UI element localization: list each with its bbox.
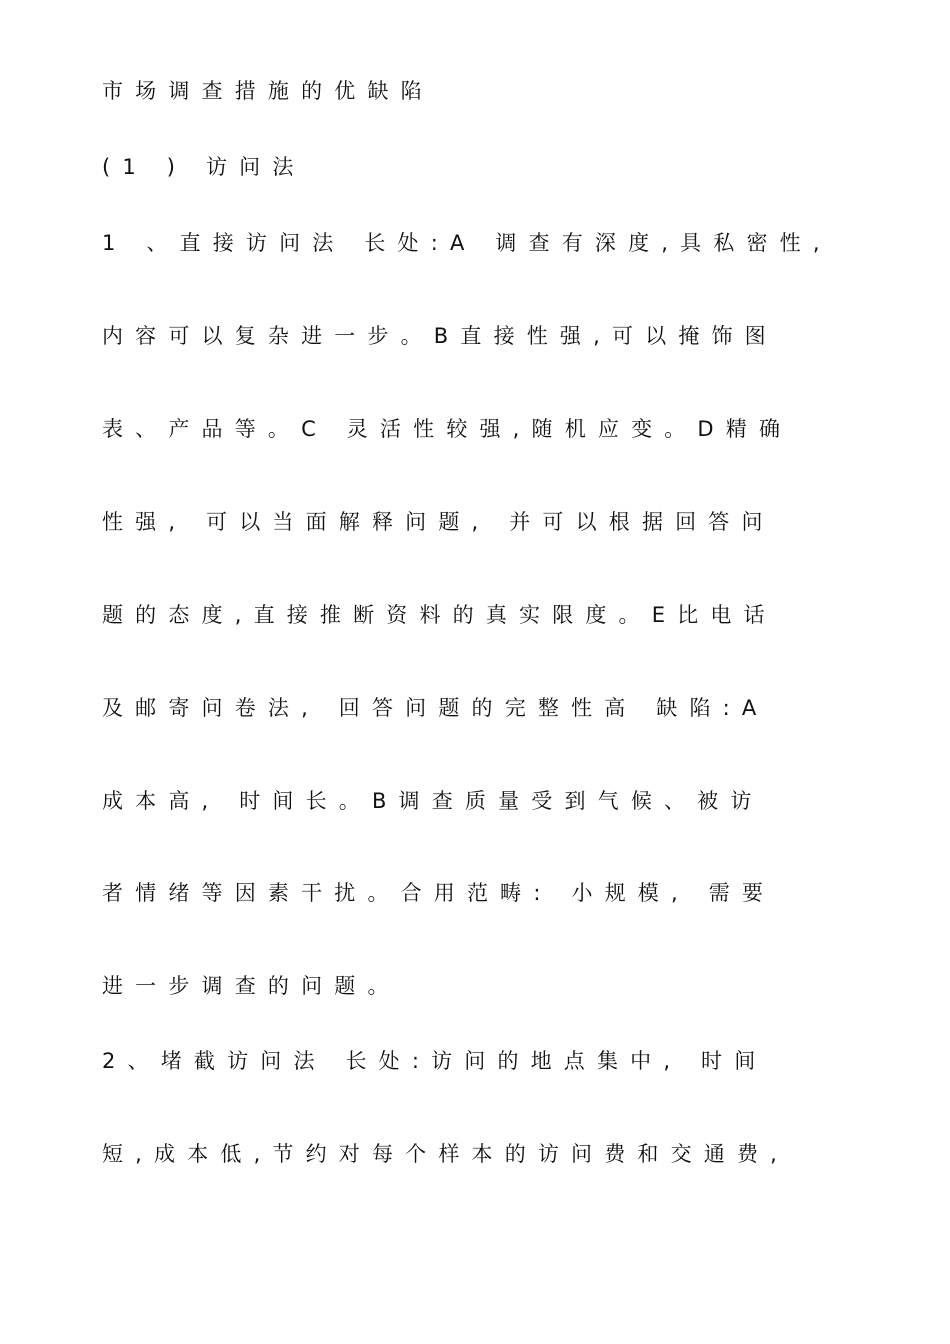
text-line: 及邮寄问卷法, 回答问题的完整性高 缺陷:A [102, 696, 769, 720]
text-line: 1 、直接访问法 长处:A 调查有深度,具私密性, [102, 231, 832, 255]
text-line: 2、堵截访问法 长处:访问的地点集中, 时间 [102, 1049, 768, 1073]
text-line: 进一步调查的问题。 [102, 974, 401, 998]
text-line: 表、产品等。C 灵活性较强,随机应变。D精确 [102, 417, 793, 441]
text-line: 短,成本低,节约对每个样本的访问费和交通费, [102, 1142, 789, 1166]
text-line: 成本高, 时间长。B调查质量受到气候、被访 [102, 789, 764, 813]
text-line: 内容可以复杂进一步。B直接性强,可以掩饰图 [102, 324, 778, 348]
document-title: 市场调查措施的优缺陷 [102, 79, 434, 103]
text-line: 题的态度,直接推断资料的真实限度。E比电话 [102, 603, 777, 627]
section-heading: (1 ) 访问法 [102, 155, 306, 179]
text-line: 性强, 可以当面解释问题, 并可以根据回答问 [102, 510, 775, 534]
text-line: 者情绪等因素干扰。合用范畴: 小规模, 需要 [102, 881, 776, 905]
